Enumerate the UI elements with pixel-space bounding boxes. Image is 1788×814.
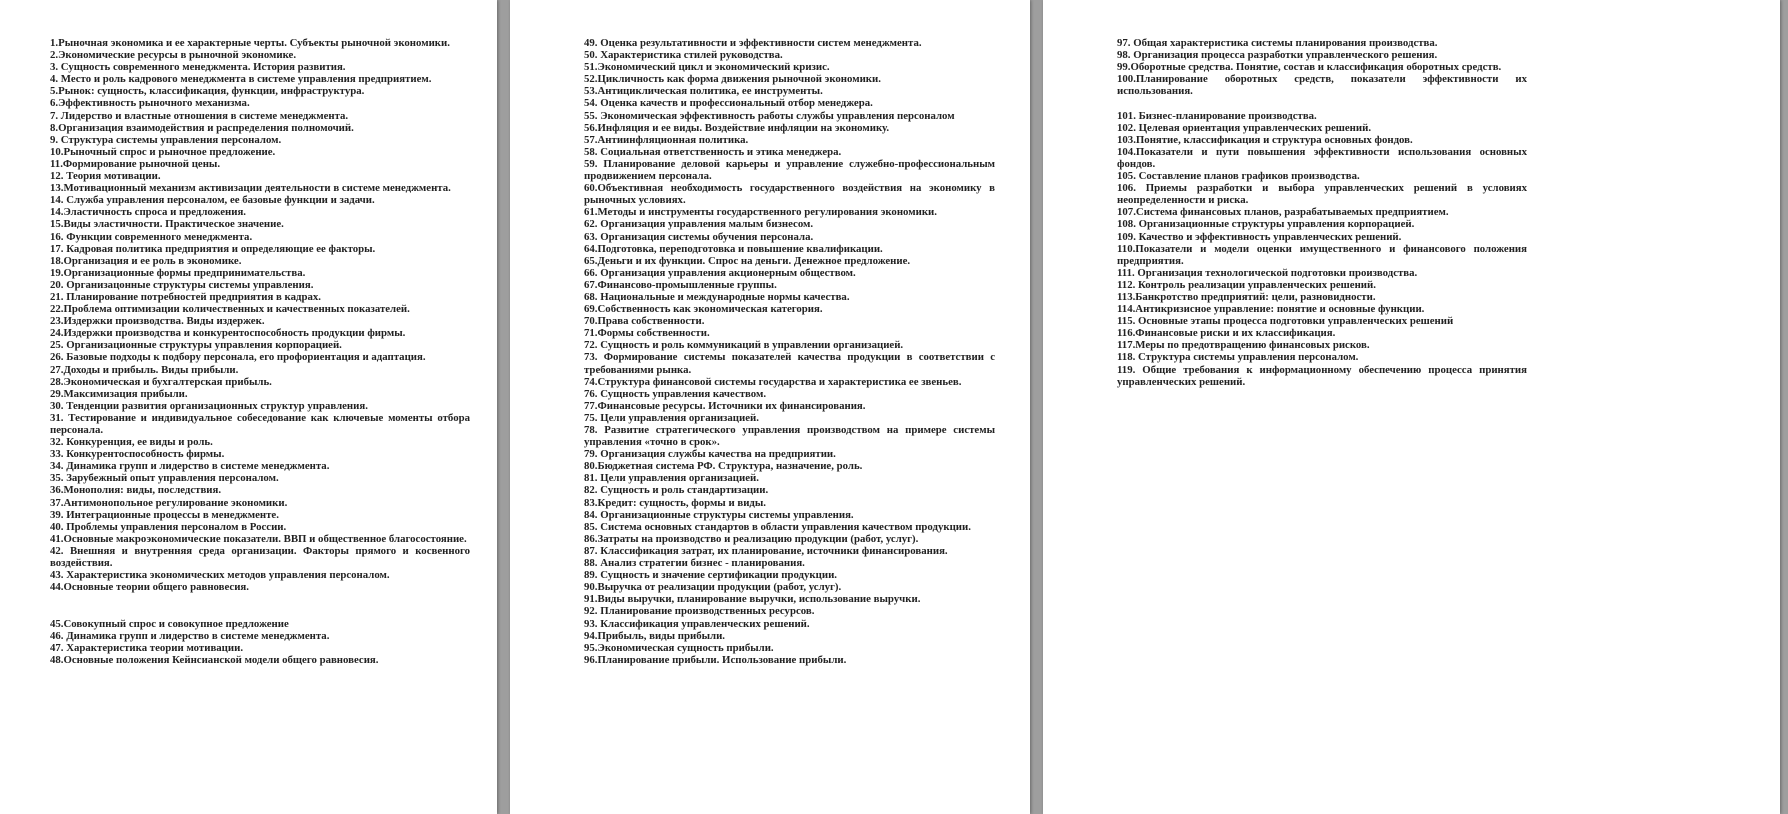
- list-item: 64.Подготовка, переподготовка и повышение квалификации.: [584, 242, 883, 255]
- list-item: 51.Экономический цикл и экономический кризис.: [584, 61, 830, 74]
- list-item: 60.Объективная необходимость государственного воздействия на экономику в рыночных условиях.: [584, 182, 995, 207]
- list-item: 21. Планирование потребностей предприятия в кадрах.: [50, 290, 321, 303]
- list-item: 66. Организация управления акционерным обществом.: [584, 266, 856, 279]
- list-item: 108. Организационные структуры управления корпорацией.: [1117, 218, 1415, 231]
- list-item: 1.Рыночная экономика и ее характерные черты. Субъекты рыночной экономики.: [50, 37, 450, 49]
- list-item: 17. Кадровая политика предприятия и определяющие ее факторы.: [50, 242, 376, 255]
- list-item: 93. Классификация управленческих решений.: [584, 617, 810, 630]
- list-item: 96.Планирование прибыли. Использование прибыли.: [584, 653, 847, 666]
- list-item: 117.Меры по предотвращению финансовых рисков.: [1117, 339, 1370, 352]
- list-item: 20. Организацонные структуры системы управления.: [50, 278, 314, 291]
- list-item: 44.Основные теории общего равновесия.: [50, 581, 249, 594]
- list-item: 49. Оценка результативности и эффективности систем менеджмента.: [584, 37, 922, 49]
- list-item: 28.Экономическая и бухгалтерская прибыль.: [50, 375, 272, 388]
- list-item: 45.Совокупный спрос и совокупное предложение: [50, 617, 289, 630]
- list-item: 102. Целевая ориентация управленческих решений.: [1117, 121, 1372, 134]
- list-item: 50. Характеристика стилей руководства.: [584, 49, 783, 62]
- list-item: 114.Антикризисное управление: понятие и основные функции.: [1117, 303, 1425, 316]
- list-item: 26. Базовые подходы к подбору персонала, его профориентация и адаптация.: [50, 351, 426, 364]
- list-item: 43. Характеристика экономических методов управления персоналом.: [50, 569, 390, 582]
- list-item: 86.Затраты на производство и реализацию продукции (работ, услуг).: [584, 532, 919, 545]
- list-item: 9. Структура системы управления персоналом.: [50, 133, 282, 146]
- list-item: 53.Антициклическая политика, ее инструменты.: [584, 85, 823, 98]
- list-item: 91.Виды выручки, планирование выручки, использование выручки.: [584, 593, 921, 606]
- list-item: 100.Планирование оборотных средств, показатели эффективности их использования.: [1117, 73, 1527, 98]
- list-item: 46. Динамика групп и лидерство в системе менеджмента.: [50, 629, 330, 642]
- document-page-3: [1043, 0, 1780, 814]
- list-item: 15.Виды эластичности. Практическое значение.: [50, 218, 284, 231]
- list-item: 70.Права собственности.: [584, 315, 705, 328]
- list-item: 40. Проблемы управления персоналом в России.: [50, 520, 287, 533]
- list-item: 94.Прибыль, виды прибыли.: [584, 629, 726, 642]
- list-item: 74.Структура финансовой системы государства и характеристика ее звеньев.: [584, 375, 962, 388]
- list-item: 101. Бизнес-планирование производства.: [1117, 109, 1317, 122]
- list-item: 22.Проблема оптимизации количественных и качественных показателей.: [50, 303, 410, 316]
- list-item: 14. Служба управления персоналом, ее базовые функции и задачи.: [50, 194, 375, 207]
- list-item: 24.Издержки производства и конкурентоспособность продукции фирмы.: [50, 327, 406, 340]
- list-item: 105. Составление планов графиков производства.: [1117, 170, 1360, 183]
- list-item: 35. Зарубежный опыт управления персоналом.: [50, 472, 279, 485]
- document-page-1: [0, 0, 497, 814]
- list-item: 36.Монополия: виды, последствия.: [50, 484, 222, 497]
- page-text[interactable]: [1117, 37, 1527, 388]
- list-item: 4. Место и роль кадрового менеджмента в системе управления предприятием.: [50, 73, 432, 86]
- list-item: 31. Тестирование и индивидуальное собеседование как ключевые моменты отбора персонала.: [50, 411, 470, 436]
- list-item: 84. Организационные структуры системы управления.: [584, 508, 854, 521]
- list-item: 14.Эластичность спроса и предложения.: [50, 206, 247, 219]
- list-item: 47. Характеристика теории мотивации.: [50, 641, 244, 654]
- list-item: 61.Методы и инструменты государственного регулирования экономики.: [584, 206, 937, 219]
- list-item: 111. Организация технологической подготовки производства.: [1117, 266, 1418, 279]
- list-item: 85. Система основных стандартов в области управления качеством продукции.: [584, 520, 971, 533]
- list-item: 6.Эффективность рыночного механизма.: [50, 97, 250, 110]
- list-item: 63. Организация системы обучения персонала.: [584, 230, 814, 243]
- list-item: 33. Конкурентоспособность фирмы.: [50, 448, 225, 461]
- list-item: 37.Антимонопольное регулирование экономики.: [50, 496, 288, 509]
- list-item: 90.Выручка от реализации продукции (работ, услуг).: [584, 581, 842, 594]
- list-item: 113.Банкротство предприятий: цели, разновидности.: [1117, 290, 1376, 303]
- list-item: 23.Издержки производства. Виды издержек.: [50, 315, 265, 328]
- list-item: 11.Формирование рыночной цены.: [50, 157, 221, 170]
- list-item: 71.Формы собственности.: [584, 327, 710, 340]
- document-page-2: [510, 0, 1030, 814]
- list-item: 2.Экономические ресурсы в рыночной экономике.: [50, 49, 297, 62]
- list-item: 52.Цикличность как форма движения рыночной экономики.: [584, 73, 881, 86]
- list-item: 8.Организация взаимодействия и распределения полномочий.: [50, 121, 354, 134]
- list-item: 25. Организационные структуры управления корпорацией.: [50, 339, 342, 352]
- list-item: 5.Рынок: сущность, классификация, функции, инфраструктура.: [50, 85, 365, 98]
- list-item: 110.Показатели и модели оценки имущественного и финансового положения предприятия.: [1117, 242, 1527, 267]
- list-item: 73. Формирование системы показателей качества продукции в соответствии с требованиями рынка.: [584, 351, 995, 376]
- list-item: 99.Оборотные средства. Понятие, состав и классификация оборотных средств.: [1117, 61, 1502, 74]
- list-item: 55. Экономическая эффективность работы службы управления персоналом: [584, 109, 955, 122]
- list-item: 88. Анализ стратегии бизнес - планирования.: [584, 557, 805, 570]
- list-item: 115. Основные этапы процесса подготовки управленческих решений: [1117, 315, 1454, 328]
- list-item: 41.Основные макроэкономические показатели. ВВП и общественное благосостояние.: [50, 532, 467, 545]
- list-item: 118. Структура системы управления персоналом.: [1117, 351, 1359, 364]
- list-item: 13.Мотивационный механизм активизации деятельности в системе менеджмента.: [50, 182, 451, 195]
- list-item: 76. Сущность управления качеством.: [584, 387, 767, 400]
- list-item: 48.Основные положения Кейнсианской модели общего равновесия.: [50, 653, 379, 666]
- list-item: 16. Функции современного менеджмента.: [50, 230, 253, 243]
- list-item: 19.Организационные формы предпринимательства.: [50, 266, 306, 279]
- page-text[interactable]: [584, 37, 995, 666]
- list-item: 58. Социальная ответственность и этика менеджера.: [584, 145, 842, 158]
- list-item: 56.Инфляция и ее виды. Воздействие инфляции на экономику.: [584, 121, 890, 134]
- list-item: 57.Антиинфляционная политика.: [584, 133, 749, 146]
- list-item: 78. Развитие стратегического управления производством на примере системы управления «точно в срок».: [584, 424, 995, 449]
- list-item: 42. Внешняя и внутренняя среда организации. Факторы прямого и косвенного воздействия.: [50, 544, 470, 570]
- list-item: 29.Максимизация прибыли.: [50, 387, 188, 400]
- list-item: 34. Динамика групп и лидерство в системе менеджмента.: [50, 460, 330, 473]
- list-item: 106. Приемы разработки и выбора управленческих решений в условиях неопределенности и риска.: [1117, 182, 1527, 207]
- page-text[interactable]: [50, 37, 470, 666]
- list-item: 32. Конкуренция, ее виды и роль.: [50, 436, 213, 449]
- list-item: 62. Организация управления малым бизнесом.: [584, 218, 814, 231]
- list-item: 95.Экономическая сущность прибыли.: [584, 641, 774, 654]
- blank-line: [50, 593, 470, 617]
- list-item: 104.Показатели и пути повышения эффективности использования основных фондов.: [1117, 145, 1527, 170]
- blank-line: [1117, 97, 1527, 109]
- list-item: 67.Финансово-промышленные группы.: [584, 278, 777, 291]
- list-item: 83.Кредит: сущность, формы и виды.: [584, 496, 767, 509]
- list-item: 75. Цели управления организацией.: [584, 411, 759, 424]
- list-item: 3. Сущность современного менеджмента. История развития.: [50, 61, 346, 74]
- list-item: 68. Национальные и международные нормы качества.: [584, 290, 850, 303]
- list-item: 27.Доходы и прибыль. Виды прибыли.: [50, 363, 239, 376]
- list-item: 69.Собственность как экономическая категория.: [584, 303, 823, 316]
- list-item: 7. Лидерство и властные отношения в системе менеджмента.: [50, 109, 349, 122]
- list-item: 10.Рыночный спрос и рыночное предложение.: [50, 145, 276, 158]
- list-item: 92. Планирование производственных ресурсов.: [584, 605, 815, 618]
- list-item: 12. Теория мотивации.: [50, 170, 161, 183]
- list-item: 80.Бюджетная система РФ. Структура, назначение, роль.: [584, 460, 863, 473]
- list-item: 97. Общая характеристика системы планирования производства.: [1117, 37, 1438, 49]
- list-item: 109. Качество и эффективность управленческих решений.: [1117, 230, 1402, 243]
- list-item: 79. Организация службы качества на предприятии.: [584, 448, 836, 461]
- list-item: 72. Сущность и роль коммуникаций в управлении организацией.: [584, 339, 904, 352]
- list-item: 65.Деньги и их функции. Спрос на деньги. Денежное предложение.: [584, 254, 911, 267]
- list-item: 30. Тенденции развития организационных структур управления.: [50, 399, 368, 412]
- list-item: 112. Контроль реализации управленческих решений.: [1117, 278, 1376, 291]
- list-item: 87. Классификация затрат, их планирование, источники финансирования.: [584, 544, 948, 557]
- list-item: 54. Оценка качеств и профессиональный отбор менеджера.: [584, 97, 873, 110]
- list-item: 119. Общие требования к информационному обеспечению процесса принятия управленческих решений.: [1117, 363, 1527, 388]
- list-item: 103.Понятие, классификация и структура основных фондов.: [1117, 133, 1413, 146]
- list-item: 107.Система финансовых планов, разрабатываемых предприятием.: [1117, 206, 1449, 219]
- list-item: 59. Планирование деловой карьеры и управление служебно-профессиональным продвижением персонала.: [584, 157, 995, 183]
- list-item: 39. Интеграционные процессы в менеджменте.: [50, 508, 279, 521]
- list-item: 18.Организация и ее роль в экономике.: [50, 254, 242, 267]
- list-item: 98. Организация процесса разработки управленческого решения.: [1117, 49, 1438, 62]
- list-item: 89. Сущность и значение сертификации продукции.: [584, 569, 837, 582]
- list-item: 82. Сущность и роль стандартизации.: [584, 484, 769, 497]
- list-item: 116.Финансовые риски и их классификация.: [1117, 327, 1336, 340]
- list-item: 77.Финансовые ресурсы. Источники их финансирования.: [584, 399, 866, 412]
- list-item: 81. Цели управления организацией.: [584, 472, 759, 485]
